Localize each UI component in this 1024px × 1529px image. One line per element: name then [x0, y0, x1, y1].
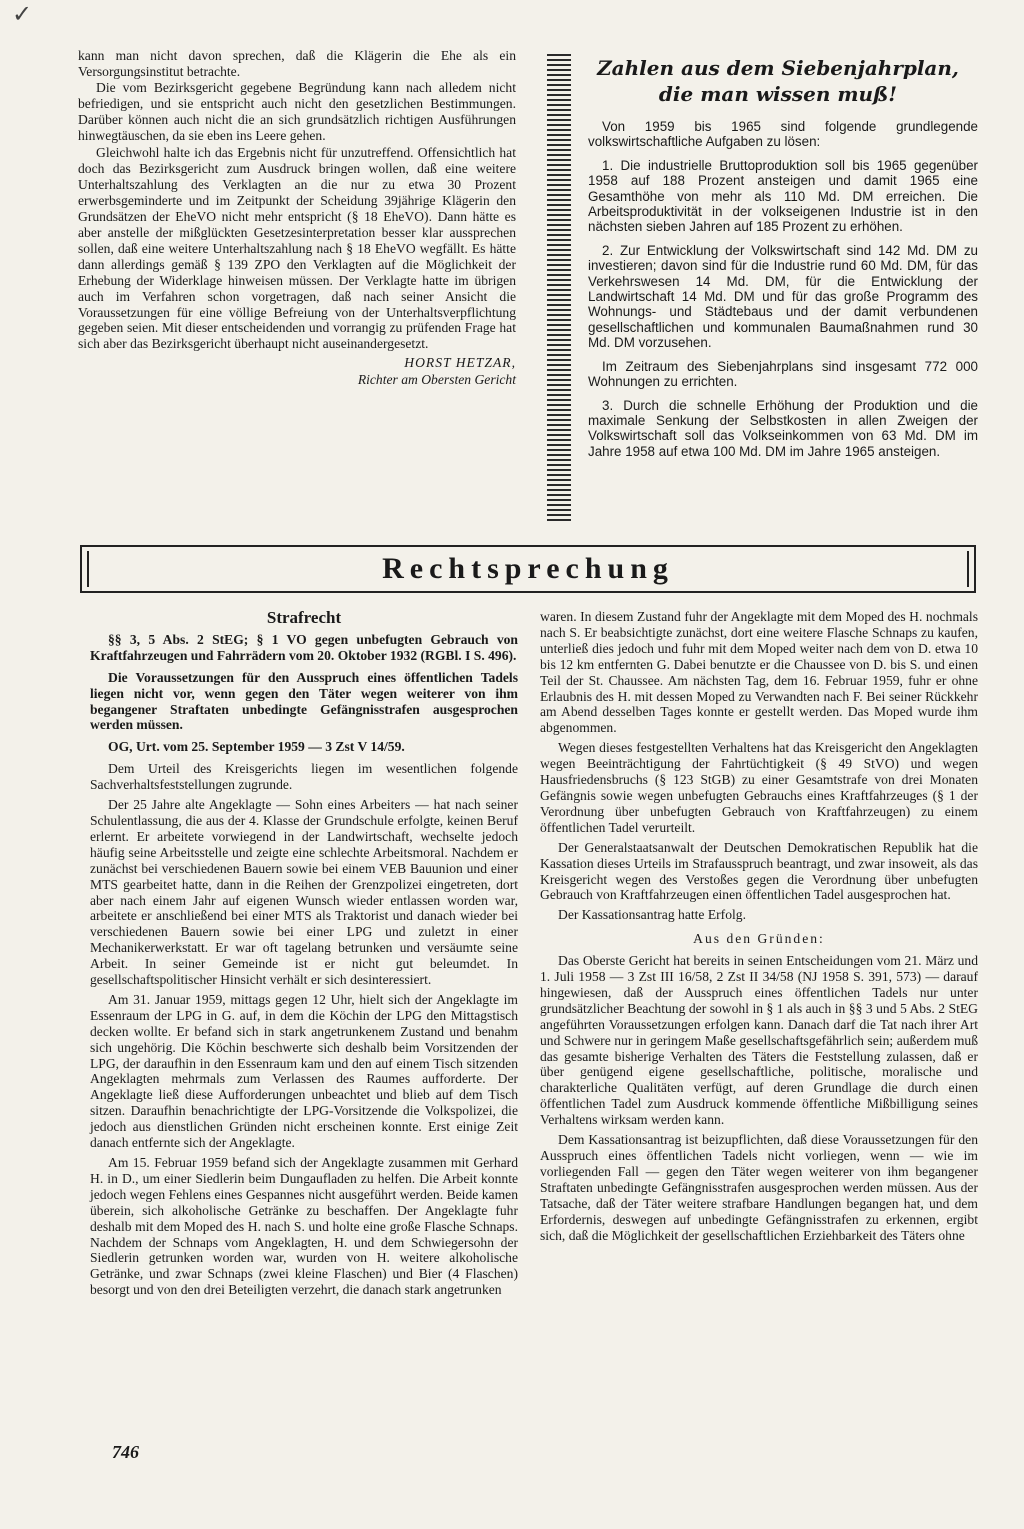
section-title: Rechtsprechung	[382, 552, 674, 585]
paragraph: waren. In diesem Zustand fuhr der Angeklagte mit dem Moped des H. nochmals nach S. Er beabsichtigte zunächst, dort eine weitere Flasche Schnaps zu kaufen, unterließ dies jedoch und fuhr mit dem Moped weiter nach dem von D. etwa 10 bis 12 km entfernten G. Dabei benutzte er die Chaussee von D. bis S. und einen Teil der St. Chaussee. Am nächsten Tag, dem 16. Februar 1959, fuhr er ohne Erlaubnis des H. mit dessen Moped zu Verwandten nach F. Bei seiner Rückkehr am Abend desselben Tages konnte er gestellt werden. Das Moped wurde ihm abgenommen.	[540, 609, 978, 736]
section-banner	[80, 545, 976, 593]
author-title: Richter am Obersten Gericht	[357, 372, 516, 388]
page-number: 746	[112, 1442, 139, 1462]
top-left-column	[78, 48, 516, 388]
paragraph: 3. Durch die schnelle Erhöhung der Produktion und die maximale Senkung der Selbstkosten in allen Zweigen der Volkswirtschaft soll das Volkseinkommen von 63 Md. DM im Jahre 1958 auf etwa 100 Md. DM im Jahre 1965 ansteigen.	[588, 397, 978, 459]
signature-block	[78, 354, 516, 388]
paragraph: Der Kassationsantrag hatte Erfolg.	[558, 907, 746, 923]
paragraph: 1. Die industrielle Bruttoproduktion soll bis 1965 gegenüber 1958 auf 188 Prozent ansteigen und damit 1965 eine Gesamthöhe von mehr als 110 Md. DM erreichen. Die Arbeitsproduktivität in der volkseigenen Industrie ist in den nächsten sieben Jahren auf 185 Prozent zu erhöhen.	[588, 157, 978, 235]
paragraph: Am 15. Februar 1959 befand sich der Angeklagte zusammen mit Gerhard H. in D., um einer Siedlerin beim Dungaufladen zu helfen. Die Arbeit konnte jedoch wegen Fehlens eines Gespannes nicht ausgeführt werden. Beide kamen überein, sich alkoholische Getränke zu beschaffen. Der Angeklagte fuhr deshalb mit dem Moped des H. nach S. und holte eine große Flasche Schnaps. Nachdem der Schnaps vom Angeklagten, H. und dem Schwiegersohn der Siedlerin getrunken worden war, wurden von H. weitere alkoholische Getränke, und zwar Schnaps (zwei kleine Flaschen) und Bier (4 Flaschen) besorgt und von den drei Beteiligten verzehrt, die danach stark angetrunken	[90, 1155, 518, 1298]
paragraph: Der Generalstaatsanwalt der Deutschen Demokratischen Republik hat die Kassation dieses Urteils im Strafausspruch beantragt, und zwar insoweit, als das Kreisgericht wegen des Verstoßes gegen die Verordnung über unbefugten Gebrauch von Kraftfahrzeugen einen öffentlichen Tadel ausgesprochen hat.	[540, 839, 978, 903]
box-stripe-border	[547, 54, 571, 522]
paragraph: Dem Urteil des Kreisgerichts liegen im wesentlichen folgende Sachverhaltsfeststellungen zugrunde.	[90, 761, 518, 793]
box-title-line: die man wissen muß!	[658, 82, 898, 106]
lower-right-column	[540, 609, 978, 1247]
paragraph: Am 31. Januar 1959, mittags gegen 12 Uhr, hielt sich der Angeklagte im Essenraum der LPG in G. auf, in dem die Köchin der LPG den Mittagstisch decken wollte. Er befand sich in stark angetrunkenem Zustand und benahm sich ungehörig. Die Köchin beschwerte sich deshalb beim Vorsitzenden der LPG, der daraufhin in den Essenraum kam und den auf einem Tisch sitzenden Angeklagten mehrmals zum Verlassen des Raumes aufforderte. Der Angeklagte ließ diese Aufforderungen unbeachtet und blieb auf dem Tisch sitzen. Daraufhin benachrichtigte der LPG-Vorsitzende die Volkspolizei, die jedoch aus dienstlichen Gründen nicht erscheinen konnte. Erst einige Zeit danach entfernte sich der Angeklagte.	[90, 991, 518, 1151]
paragraph: Wegen dieses festgestellten Verhaltens hat das Kreisgericht den Angeklagten wegen Beeinträchtigung der Fahrtüchtigkeit (§ 49 StVO) und wegen Hausfriedensbruchs (§ 123 StGB) zu einer Gesamtstrafe von drei Monaten Gefängnis sowie wegen unbefugten Gebrauchs eines Kraftfahrzeuges (§ 1 der Verordnung über unbefugten Gebrauch von Kraftfahrzeugen) zu einem öffentlichen Tadel verurteilt.	[540, 740, 978, 835]
box-text	[588, 119, 978, 467]
paragraph: Im Zeitraum des Siebenjahrplans sind insgesamt 772 000 Wohnungen zu errichten.	[588, 358, 978, 390]
paragraph: 2. Zur Entwicklung der Volkswirtschaft sind 142 Md. DM zu investieren; davon sind für die Industrie rund 60 Md. DM, für das Verkehrswesen 14 Md. DM, für die Entwicklung der Landwirtschaft 14 Md. DM und für das große Programm des Wohnungs- und Städtebaus und der damit verbundenen gesellschaftlichen und kommunalen Baumaßnahmen rund 30 Md. DM vorzusehen.	[588, 242, 978, 351]
box-title	[578, 55, 978, 107]
paragraph: Gleichwohl halte ich das Ergebnis nicht für unzutreffend. Offensichtlich hat doch das Bezirksgericht zum Ausdruck bringen wollen, daß eine weitere Unterhaltszahlung des Verklagten an die nur zu etwa 30 Prozent erwerbsgeminderte und im Zeitpunkt der Scheidung 39jährige Klägerin den Grundsätzen der EheVO nicht mehr entspricht (§ 18 EheVO). Dann hätte es aber anstelle der mißglückten Gesetzesinterpretation besser klar aussprechen sollen, daß eine weitere Unterhaltszahlung nach § 18 EheVO wegfällt. Es hätte dann allerdings gemäß § 139 ZPO den Verklagten auf die Möglichkeit der Erhebung der Widerklage hinweisen müssen. Der Verklagte hatte im übrigen auch im Verfahren schon vorgetragen, daß nach seiner Ansicht die Voraussetzungen für eine völlige Befreiung von der Unterhaltsverpflichtung gegeben seien. Mit dieser entscheidenden und vorrangig zu prüfenden Frage hat sich aber das Bezirksgericht überhaupt nicht auseinandergesetzt.	[78, 145, 516, 352]
paragraph: Das Oberste Gericht hat bereits in seinen Entscheidungen vom 21. März und 1. Juli 1958 — 3 Zst III 16/58, 2 Zst II 34/58 (NJ 1958 S. 391, 573) — darauf hingewiesen, daß der Ausspruch eines öffentlichen Tadels nur unter grundsätzlicher Beachtung der sowohl in § 1 als auch in §§ 3 und 5 Abs. 2 StEG angeführten Voraussetzungen erfolgen kann. Danach darf die Tat nach ihrer Art und Schwere nur in geringem Maße gesellschaftsgefährlich sein; außerdem muß das gesamte bisherige Verhalten des Täters die Feststellung zulassen, daß er über genügend eigene gesellschaftliche, politische, moralische und charakterliche Qualitäten verfügt, auf deren Grundlage die durch einen öffentlichen Tadel zum Ausdruck kommende öffentliche Mißbilligung seines Verhaltens wirksam werden kann.	[540, 953, 978, 1128]
headnote: Die Voraussetzungen für den Ausspruch eines öffentlichen Tadels liegen nicht vor, wenn gegen den Täter wegen weiterer von ihm begangener Straftaten unbedingte Gefängnisstrafen ausgesprochen werden müssen.	[90, 669, 518, 733]
section-heading: Strafrecht	[266, 608, 342, 627]
paragraph: kann man nicht davon sprechen, daß die Klägerin die Ehe als ein Versorgungsinstitut betrachte.	[78, 48, 516, 79]
paragraph: Der 25 Jahre alte Angeklagte — Sohn eines Arbeiters — hat nach seiner Schulentlassung, die aus der 4. Klasse der Grundschule erfolgte, keinen Beruf erlernt. Er arbeitete vorwiegend in der Landwirtschaft, wechselte jedoch häufig seine Arbeitsstelle und zeigte eine schlechte Arbeitsmoral. Nachdem er zunächst bei verschiedenen Bauern sowie bei einem VEB Bauunion und einer MTS gearbeitet hatte, dann in die Reihen der Grenzpolizei eingetreten, dort aber nach einem Jahr auf eigenen Wunsch wieder entlassen worden war, arbeitete er anschließend bei einer MTS als Traktorist und danach wieder bei verschiedenen Bauern sowie bei einer LPG und zuletzt in einer Mechanikerwerkstatt. Er war oft tagelang betrunken und versäumte seine Arbeit. In seiner Gemeinde ist er nicht gut beleumdet. In gesellschaftspolitischer Hinsicht verhält er sich desinteressiert.	[90, 797, 518, 988]
box-title-line: Zahlen aus dem Siebenjahrplan,	[597, 56, 959, 80]
reasons-heading: Aus den Gründen:	[693, 931, 825, 947]
lower-left-column	[90, 608, 518, 1302]
author-name: HORST HETZAR,	[404, 355, 516, 371]
paragraph: Von 1959 bis 1965 sind folgende grundlegende volkswirtschaftliche Aufgaben zu lösen:	[588, 119, 978, 150]
paragraph: Dem Kassationsantrag ist beizupflichten, daß diese Voraussetzungen für den Ausspruch eines öffentlichen Tadels nicht vorliegen, wenn — wie im vorliegenden Fall — gegen den Täter wegen weiterer von ihm begangener Straftaten unbedingte Gefängnisstrafen ausgesprochen werden müssen. Aus der Tatsache, daß der Täter weitere strafbare Handlungen begangen hat, und dem Erfordernis, deswegen auf unbedingte Gefängnisstrafen zu erkennen, ergibt sich, daß die Möglichkeit der gesellschaftlichen Erziehbarkeit des Täters ohne	[540, 1132, 978, 1243]
citation: OG, Urt. vom 25. September 1959 — 3 Zst V 14/59.	[108, 739, 405, 755]
statute-reference: §§ 3, 5 Abs. 2 StEG; § 1 VO gegen unbefugten Gebrauch von Kraftfahrzeugen und Fahrrädern vom 20. Oktober 1932 (RGBl. I S. 496).	[90, 631, 518, 663]
corner-check-mark: ✓	[12, 2, 33, 28]
paragraph: Die vom Bezirksgericht gegebene Begründung kann nach alledem nicht befriedigen, und sie entspricht auch nicht den gesetzlichen Bestimmungen. Darüber können auch nicht die an sich grundsätzlich richtigen Ausführungen hinwegtäuschen, da sie eben ins Leere gehen.	[78, 79, 516, 143]
